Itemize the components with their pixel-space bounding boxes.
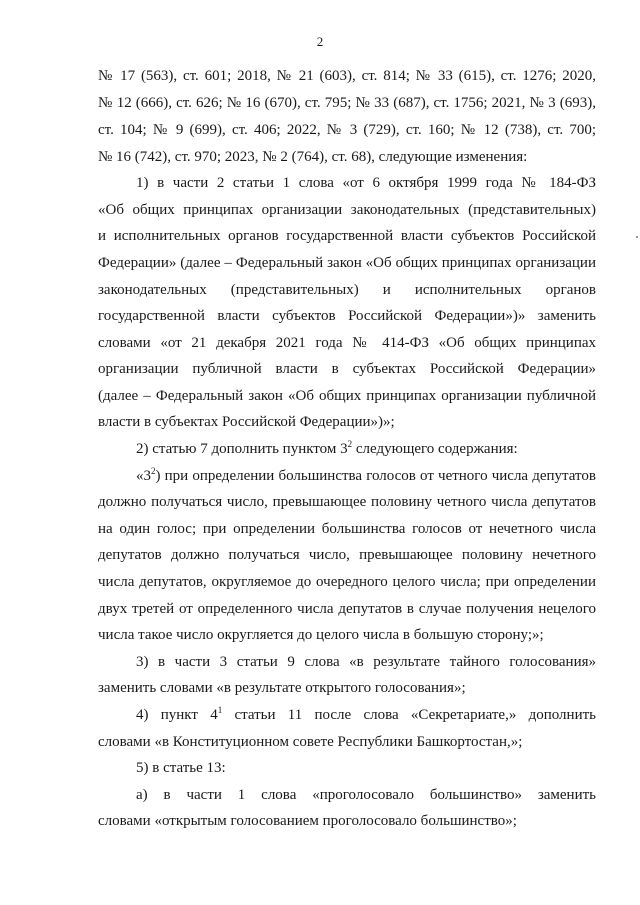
text-line: депутатов должно получаться число, превышающее половину нечетного <box>98 547 596 563</box>
text-segment: ) при определении большинства голосов от четного числа депутатов <box>155 468 596 484</box>
text-line: 5) в статье 13: <box>136 760 226 776</box>
text-line: ст. 104; № 9 (699), ст. 406; 2022, № 3 (729), ст. 160; № 12 (738), ст. 700; <box>98 122 596 138</box>
superscript: 2 <box>151 467 156 476</box>
text-line <box>136 467 596 485</box>
text-line: № 12 (666), ст. 626; № 16 (670), ст. 795; № 33 (687), ст. 1756; 2021, № 3 (693), <box>98 95 596 111</box>
page-number: 2 <box>316 34 324 49</box>
text-segment: следующего содержания: <box>352 441 518 457</box>
text-line: словами «в Конституционном совете Республики Башкортостан,»; <box>98 734 523 750</box>
text-line: организации публичной власти в субъектах Российской Федерации» <box>98 361 596 377</box>
text-line: «Об общих принципах организации законодательных (представительных) <box>98 202 596 218</box>
text-line: двух третей от определенного числа депутатов в случае получения нецелого <box>98 601 596 617</box>
text-line: 1) в части 2 статьи 1 слова «от 6 октября 1999 года № 184-ФЗ <box>136 175 596 191</box>
text-line: заменить словами «в результате открытого голосования»; <box>98 680 466 696</box>
text-line: должно получаться число, превышающее половину четного числа депутатов <box>98 494 596 510</box>
text-line: словами «открытым голосованием проголосовало большинство»; <box>98 813 517 829</box>
text-line: числа депутатов, округляемое до очередного целого числа; при определении <box>98 574 596 590</box>
text-line: Федерации» (далее – Федеральный закон «Об общих принципах организации <box>98 255 596 271</box>
text-line: числа такое число округляется до целого числа в большую сторону;»; <box>98 627 544 643</box>
text-line: власти в субъектах Российской Федерации»)»; <box>98 414 395 430</box>
text-segment: 2) статью 7 дополнить пунктом 3 <box>136 441 348 457</box>
scan-artifact <box>636 236 638 238</box>
text-line: а) в части 1 слова «проголосовало большинство» заменить <box>136 787 596 803</box>
text-line: 3) в части 3 статьи 9 слова «в результате тайного голосования» <box>136 654 596 670</box>
text-line: законодательных (представительных) и исполнительных органов <box>98 282 596 298</box>
text-line: на один голос; при определении большинства голосов от нечетного числа <box>98 521 596 537</box>
text-line <box>136 440 518 458</box>
text-line: № 17 (563), ст. 601; 2018, № 21 (603), ст. 814; № 33 (615), ст. 1276; 2020, <box>98 68 596 84</box>
text-segment: статьи 11 после слова «Секретариате,» дополнить <box>222 707 596 723</box>
text-segment: 4) пункт 4 <box>136 707 218 723</box>
text-line: словами «от 21 декабря 2021 года № 414-ФЗ «Об общих принципах <box>98 335 596 351</box>
text-line <box>136 706 596 724</box>
text-line: и исполнительных органов государственной власти субъектов Российской <box>98 228 596 244</box>
text-line: № 16 (742), ст. 970; 2023, № 2 (764), ст. 68), следующие изменения: <box>98 149 528 165</box>
text-line: государственной власти субъектов Российской Федерации»)» заменить <box>98 308 596 324</box>
text-line: (далее – Федеральный закон «Об общих принципах организации публичной <box>98 388 596 404</box>
superscript: 1 <box>217 706 223 715</box>
text-segment: «3 <box>136 468 151 484</box>
superscript: 2 <box>347 439 353 449</box>
